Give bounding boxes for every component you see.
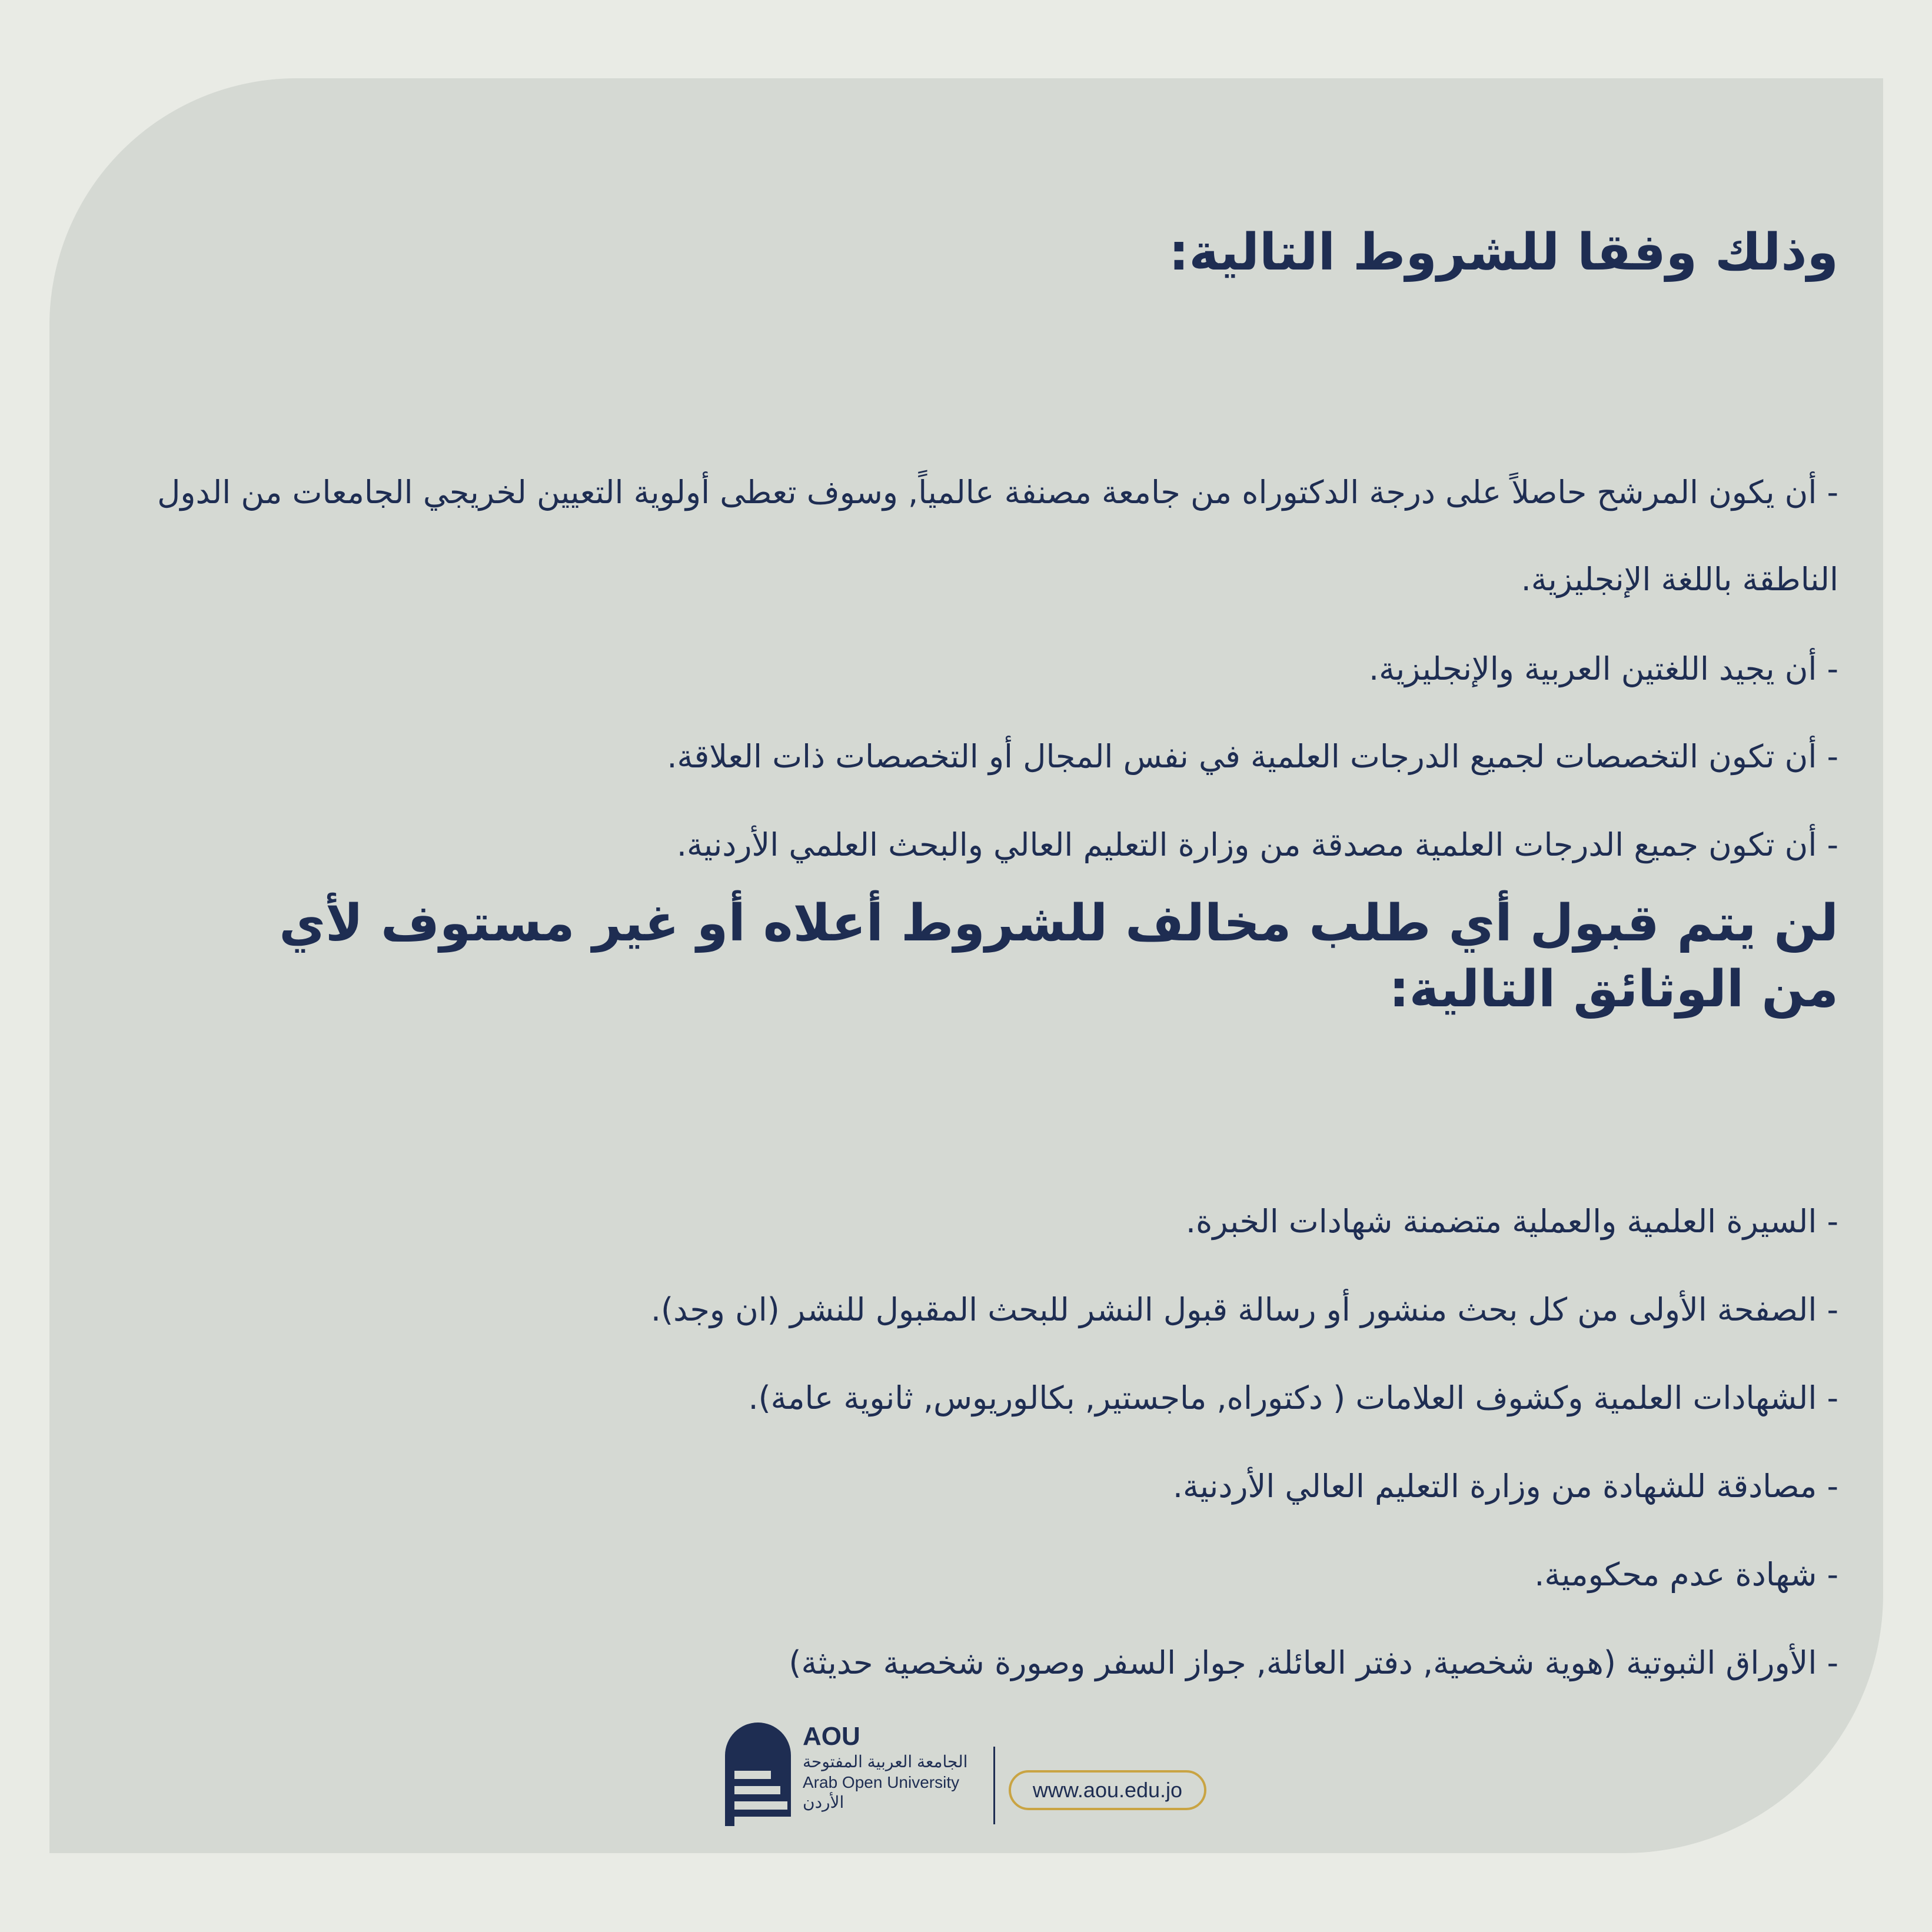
logo-country: الأردن — [803, 1793, 844, 1811]
footer-divider — [993, 1747, 995, 1824]
aou-logo-icon — [725, 1722, 791, 1826]
logo-name-ar: الجامعة العربية المفتوحة — [803, 1753, 968, 1771]
condition-item: - أن يكون المرشح حاصلاً على درجة الدكتوراه من جامعة مصنفة عالمياً, وسوف تعطى أولوية التعيين لخريجي الجامعات من الدول الناطقة باللغة الإنجليزية. — [157, 474, 1838, 598]
document-item: - شهادة عدم محكومية. — [1534, 1556, 1838, 1593]
document-item: - مصادقة للشهادة من وزارة التعليم العالي الأردنية. — [1172, 1468, 1838, 1505]
content-card — [49, 78, 1883, 1853]
documents-heading: لن يتم قبول أي طلب مخالف للشروط أعلاه أو غير مستوف لأي من الوثائق التالية: — [279, 894, 1838, 1019]
logo-name-en: Arab Open University — [803, 1773, 960, 1791]
condition-item: - أن تكون التخصصات لجميع الدرجات العلمية في نفس المجال أو التخصصات ذات العلاقة. — [667, 738, 1838, 775]
footer — [0, 1718, 1932, 1842]
document-item: - الصفحة الأولى من كل بحث منشور أو رسالة قبول النشر للبحث المقبول للنشر (ان وجد). — [650, 1291, 1838, 1328]
document-item: - الأوراق الثبوتية (هوية شخصية, دفتر العائلة, جواز السفر وصورة شخصية حديثة) — [789, 1644, 1838, 1681]
logo-text — [803, 1722, 979, 1813]
document-item: - الشهادات العلمية وكشوف العلامات ( دكتوراه, ماجستير, بكالوريوس, ثانوية عامة). — [748, 1379, 1838, 1416]
document-item: - السيرة العلمية والعملية متضمنة شهادات الخبرة. — [1185, 1203, 1838, 1240]
website-link[interactable]: www.aou.edu.jo — [1009, 1770, 1206, 1810]
condition-item: - أن تكون جميع الدرجات العلمية مصدقة من وزارة التعليم العالي والبحث العلمي الأردنية. — [676, 826, 1838, 863]
condition-item: - أن يجيد اللغتين العربية والإنجليزية. — [1368, 650, 1838, 687]
logo-abbr: AOU — [803, 1722, 860, 1751]
conditions-heading: وذلك وفقا للشروط التالية: — [1168, 223, 1838, 282]
